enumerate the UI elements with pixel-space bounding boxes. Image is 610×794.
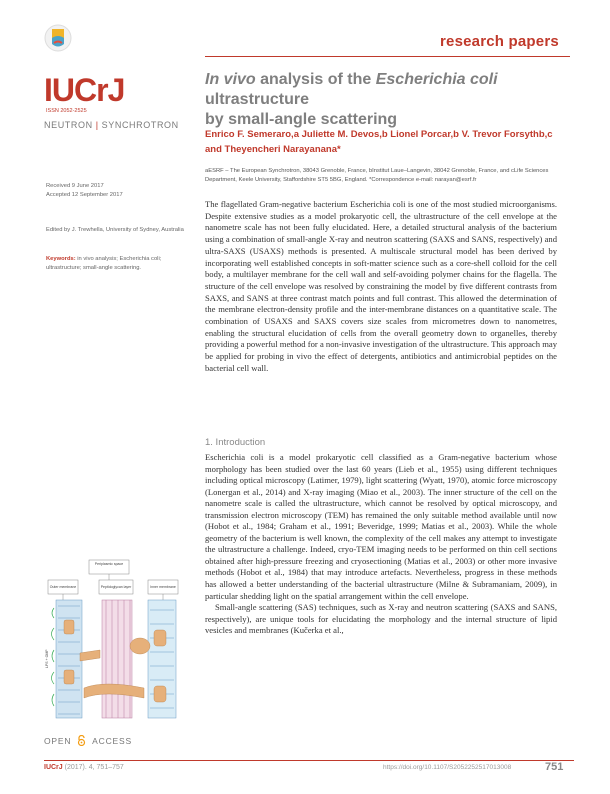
article-title [205,70,570,130]
accepted-date: Accepted 12 September 2017 [46,192,123,198]
title-part-ecoli: Escherichia coli [375,71,498,88]
introduction-body [205,452,557,637]
title-part-end: ultrastructure [205,91,310,108]
figure-label-inner-membrane: Inner membrane [150,585,176,589]
footer-doi-link[interactable]: https://doi.org/10.1107/S2052252517013008 [383,764,512,771]
title-part-invivo: In vivo [205,71,256,88]
crossmark-icon[interactable] [44,24,72,52]
figure-label-lps: LPS + OMP [45,649,49,668]
section-heading-introduction: 1. Introduction [205,437,266,448]
keywords [46,255,186,272]
author-list: Enrico F. Semeraro,a Juliette M. Devos,b Lionel Porcar,b V. Trevor Forsythb,c and Theyencheri Narayanana* [205,129,553,155]
title-part: analysis of the [255,71,376,88]
title-line-2: by small-angle scattering [205,111,398,128]
footer-citation-text: (2017). 4, 751–757 [62,764,124,771]
cell-envelope-figure [44,558,189,728]
figure-label-outer-membrane: Outer membrane [49,585,77,589]
page-number: 751 [545,761,564,773]
footer-rule [44,760,574,761]
figure-label-periplasm: Periplasmic space [94,562,124,566]
figure-label-peptidoglycan: Peptidoglycan layer [100,585,132,589]
footer-journal-name: IUCrJ [44,764,63,771]
header-rule [205,56,570,57]
open-access-lock-icon [77,735,86,746]
subtitle-neutron: NEUTRON [44,120,93,130]
issn: ISSN 2052-2525 [46,108,87,114]
journal-subtitle: NEUTRON | SYNCHROTRON [44,120,179,130]
subtitle-synchrotron: SYNCHROTRON [101,120,179,130]
open-access-right: ACCESS [92,736,132,746]
footer-citation [44,764,124,771]
abstract: The flagellated Gram-negative bacterium Escherichia coli is one of the most studied microorganisms. Despite extensive studies as a model prokaryotic cell, the ultrastructure of the cell envelope at the nanometre scale has not been fully elucidated. Here, a detailed structural analysis of the bacterium using a combination of small-angle X-ray and neutron scattering (SAXS and SANS, respectively) and ultra-SAXS (USAXS) methods is presented. A multiscale structural model has been derived by incorporating well established concepts in soft-matter science such as a core-shell colloid for the cell body, a multilayer membrane for the cell wall and self-avoiding polymer chains for the flagella. The structure of the cell envelope was resolved by constraining the model by five different contrasts from SAXS, and SANS at three contrast match points and full contrast. This allowed the determination of the membrane electron-density profile and the inter-membrane distances on a quantitative scale. The combination of USAXS and SAXS covers size scales from micrometres down to nanometres, enabling the structural elucidation of cells from the overall geometry down to organelles, thereby providing a powerful method for a non-invasive investigation of the ultrastructure. This approach may be applied for probing in vivo the effect of detergents, antibiotics and antimicrobial peptides on the bacterial cell wall. [205,199,557,373]
intro-paragraph-2: Small-angle scattering (SAS) techniques, such as X-ray and neutron scattering (SAXS and SANS, respectively), are unique tools for elucidating the morphology and the internal structure of lipid vesicles and membranes (Kučerka et al., [205,602,557,636]
affiliations: aESRF – The European Synchrotron, 38043 Grenoble, France, bInstitut Laue–Langevin, 38042 Grenoble, France, and cLife Sciences Department, Keele University, Staffordshire ST5 5BG, England. *Correspondence e-mail: narayan@esrf.fr [205,168,549,183]
open-access-badge [44,735,132,746]
open-access-left: OPEN [44,736,72,746]
section-label: research papers [440,33,559,50]
keywords-label: Keywords: [46,256,76,262]
intro-paragraph-1: Escherichia coli is a model prokaryotic cell classified as a Gram-negative bacterium whose morphology has been studied over the last 60 years (Lieb et al., 1955) using different techniques including optical microscopy (Latimer, 1979), light scattering (Wyatt, 1970), atomic force microscopy (Lonergan et al., 2014) and X-ray imaging (Miao et al., 2003). The inner structure of the cell on the nanometre scale is called the ultrastructure, which cannot be resolved by optical microscopy, and transmission electron microscopy (TEM) has remained the only suitable method available until now (Hobot et al., 1984; Graham et al., 1991; Beveridge, 1999; Matias et al., 2003). While the whole geometry of the bacterium is well known, the complexity of the cell makes any attempt to investigate the ultrastructure a challenge. Indeed, cryo-TEM imaging needs to be performed on thin cell sections obtained after high-pressure freezing and cryosectioning (Matias et al., 2003) or other more invasive methods (Hobot et al., 1984) that may introduce artefacts. Nevertheless, progress in these methods has allowed a better understanding of the bacterial ultrastructure (Milne & Subramaniam, 2009), in particular shedding light on the spatial arrangement within the cell envelope. [205,452,557,601]
keywords-text: in vivo analysis; Escherichia coli; ultrastructure; small-angle scattering. [46,256,162,271]
received-date: Received 9 June 2017 [46,183,104,189]
journal-logo: IUCrJ [44,72,125,108]
edited-by: Edited by J. Trewhella, University of Sydney, Australia [46,227,184,233]
